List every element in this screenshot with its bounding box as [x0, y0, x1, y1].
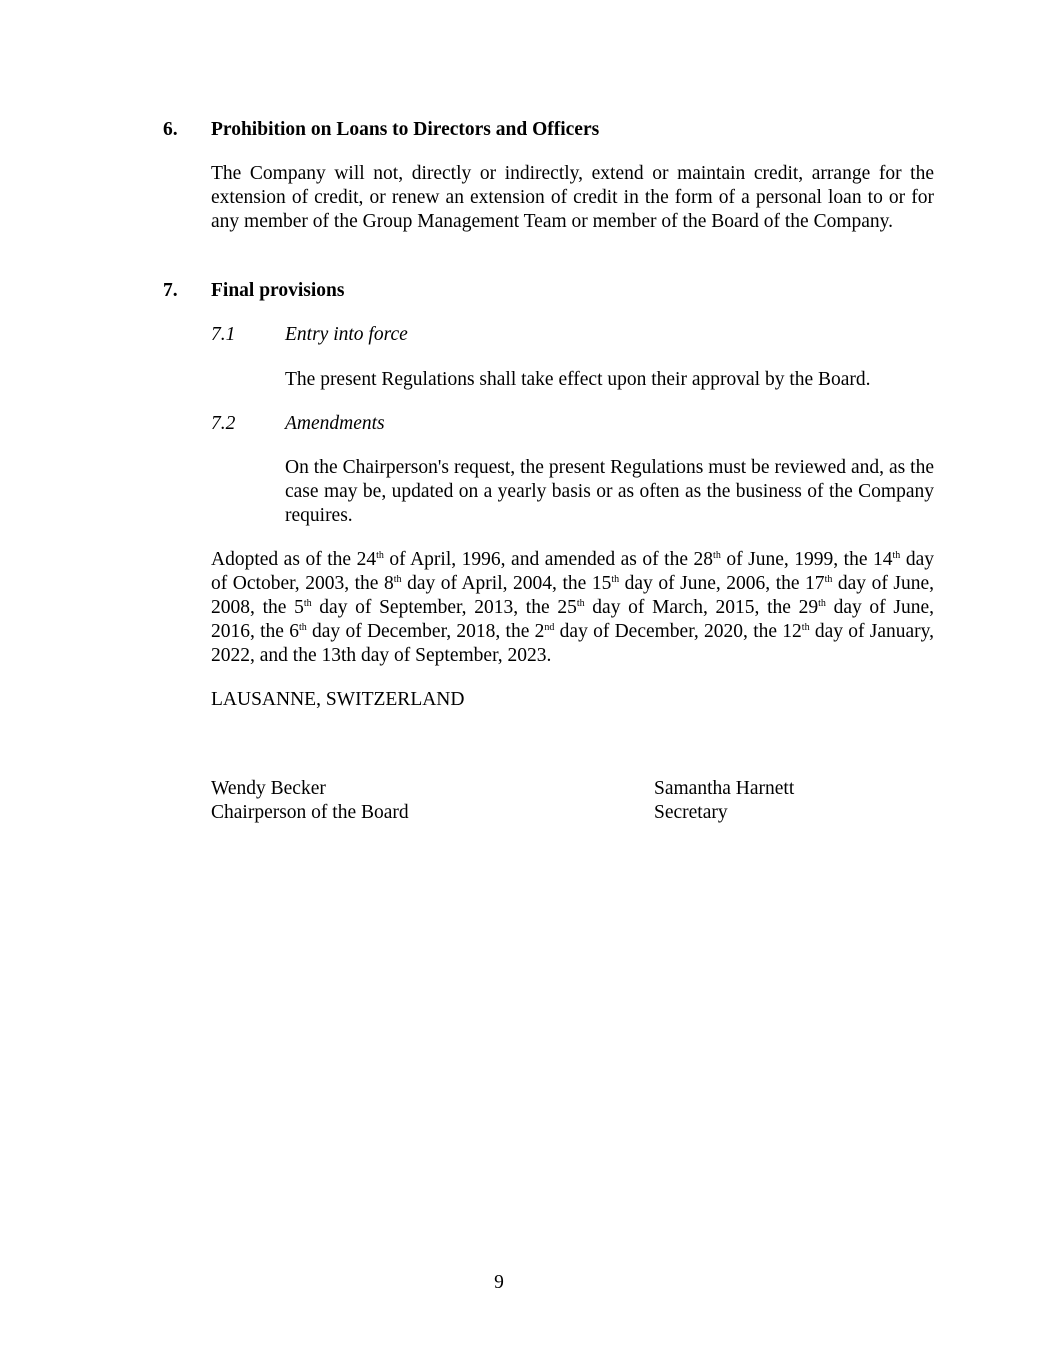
- location: LAUSANNE, SWITZERLAND: [211, 689, 465, 710]
- adoption-paragraph: Adopted as of the 24th of April, 1996, and amended as of the 28th of June, 1999, the 14th day of October, 2003, the 8th day of April, 2004, the 15th day of June, 2006, the 17th day of June, 2008, the 5th day of September, 2013, the 25th day of March, 2015, the 29th day of June, 2016, the 6th day of December, 2018, the 2nd day of December, 2020, the 12th day of January, 2022, and the 13th day of September, 2023.: [211, 549, 935, 666]
- subsection-7-2-number: 7.2: [211, 413, 236, 434]
- signatory-name: Wendy Becker: [211, 778, 326, 799]
- section-6-body: The Company will not, directly or indirectly, extend or maintain credit, arrange for the extension of credit, or renew an extension of credit in the form of a personal loan to or for any member of the Group Management Team or member of the Board of the Company.: [211, 163, 934, 232]
- page-number: 9: [494, 1272, 504, 1293]
- signatory-name: Samantha Harnett: [654, 778, 795, 799]
- subsection-7-1-number: 7.1: [211, 324, 236, 345]
- subsection-7-1-title: Entry into force: [285, 324, 408, 345]
- section-6-heading: Prohibition on Loans to Directors and Officers: [211, 119, 600, 140]
- subsection-7-2-title: Amendments: [285, 413, 385, 434]
- signatory-block: [654, 777, 794, 825]
- signatory-title: Chairperson of the Board: [211, 802, 409, 823]
- subsection-7-1-body: The present Regulations shall take effect upon their approval by the Board.: [285, 369, 871, 390]
- signatory-title: Secretary: [654, 802, 728, 823]
- section-7-number: 7.: [163, 280, 178, 301]
- section-6-number: 6.: [163, 119, 178, 140]
- subsection-7-2-body: On the Chairperson's request, the present Regulations must be reviewed and, as the case may be, updated on a yearly basis or as often as the business of the Company requires.: [285, 457, 934, 526]
- section-7-heading: Final provisions: [211, 280, 345, 301]
- signatory-block: [211, 777, 409, 825]
